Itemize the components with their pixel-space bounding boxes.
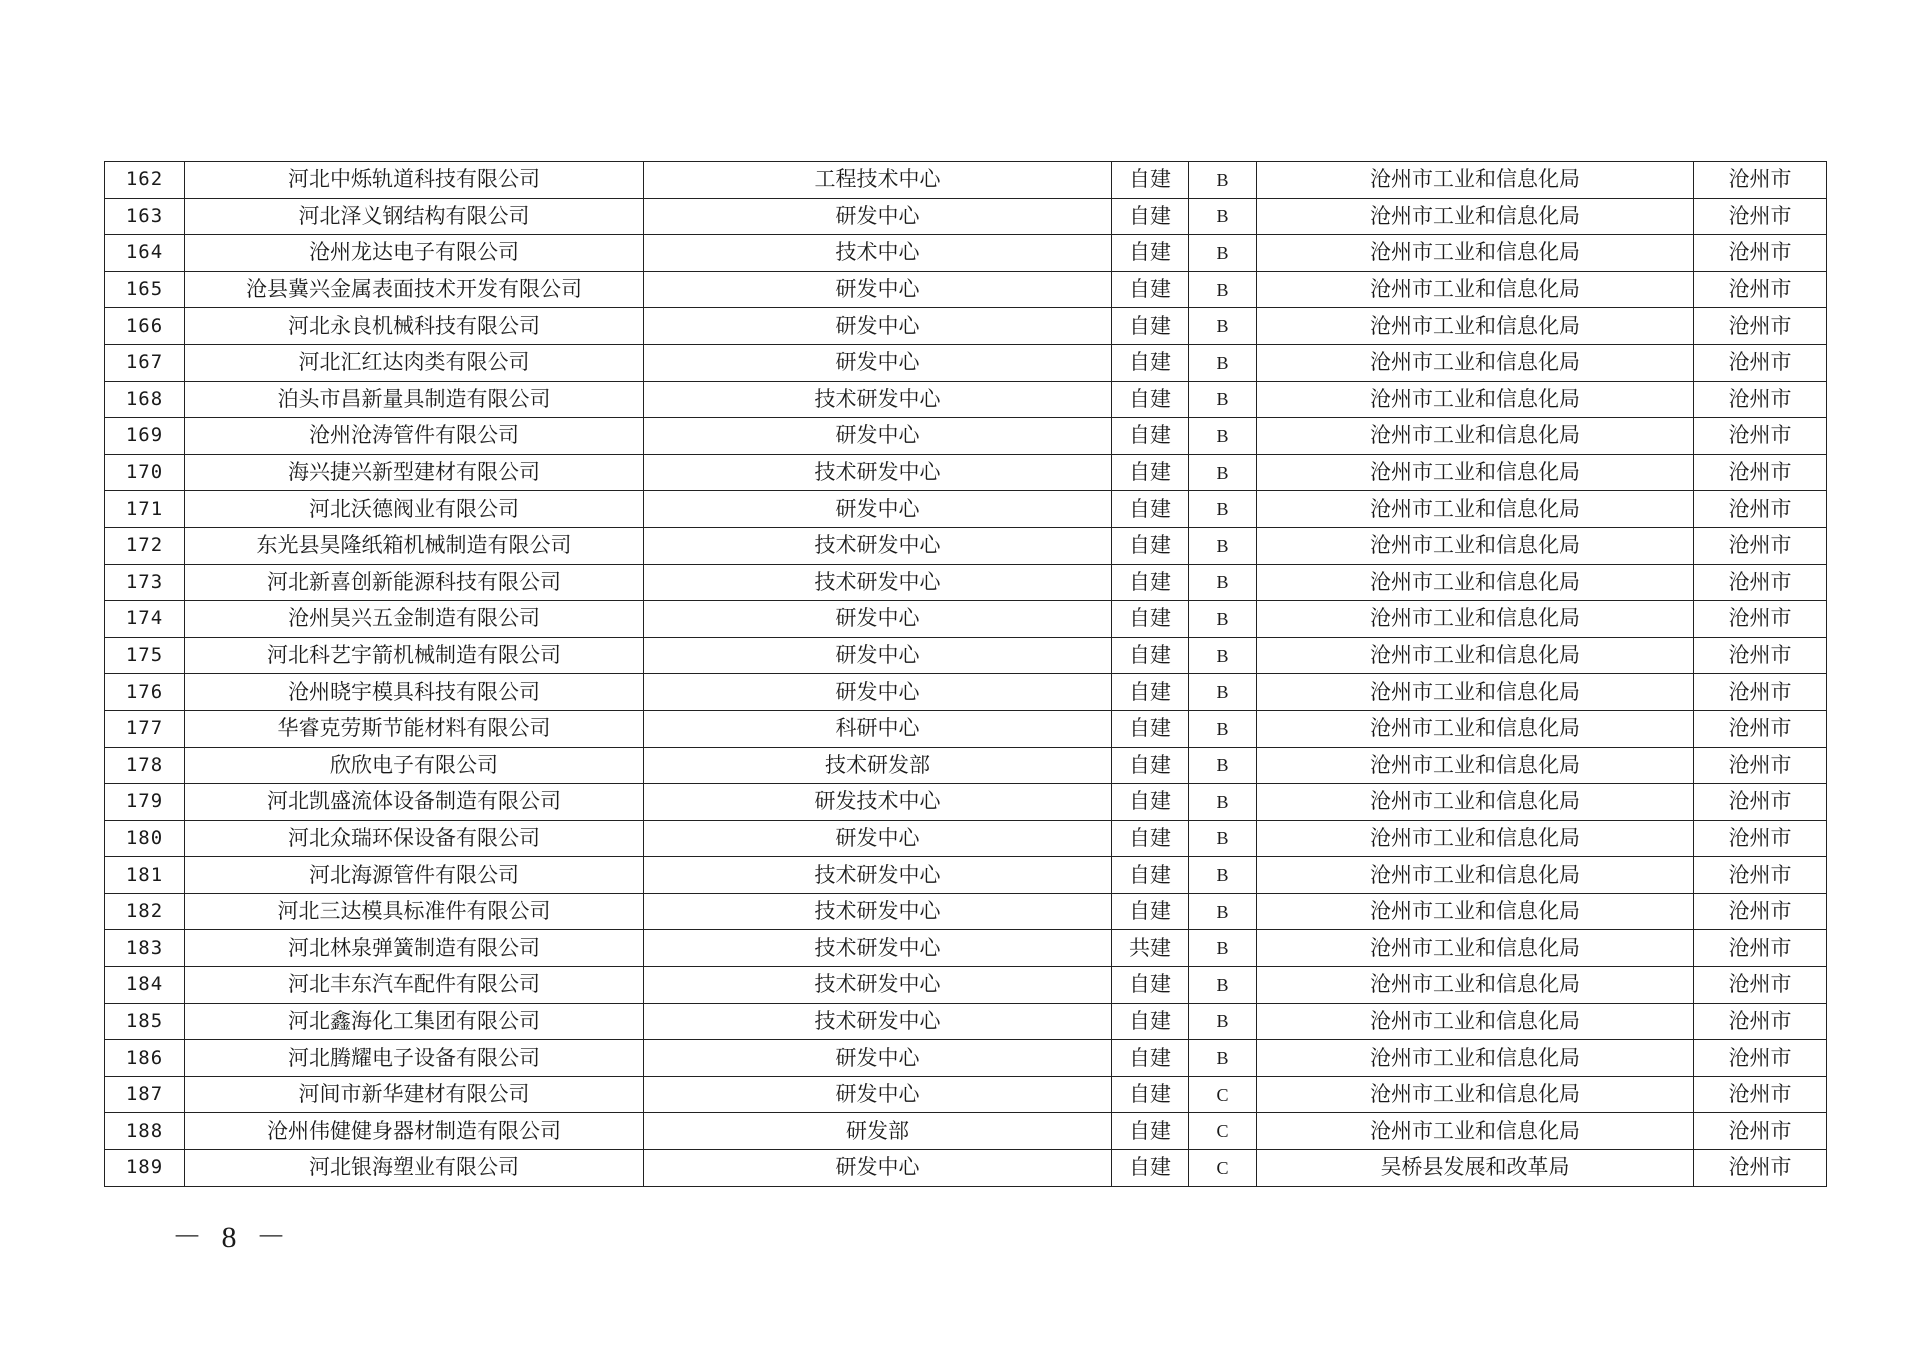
cell-recommending-dept: 沧州市工业和信息化局 [1257,162,1694,199]
cell-recommending-dept: 沧州市工业和信息化局 [1257,747,1694,784]
cell-build-mode: 自建 [1112,784,1189,821]
cell-recommending-dept: 沧州市工业和信息化局 [1257,564,1694,601]
cell-build-mode: 自建 [1112,491,1189,528]
cell-company-name: 河北三达模具标准件有限公司 [185,893,644,930]
cell-level: C [1189,1076,1257,1113]
cell-level: B [1189,1003,1257,1040]
cell-city: 沧州市 [1694,1003,1827,1040]
cell-rd-center-name: 技术研发中心 [644,527,1112,564]
cell-build-mode: 自建 [1112,527,1189,564]
cell-level: B [1189,893,1257,930]
cell-level: B [1189,674,1257,711]
cell-build-mode: 自建 [1112,1076,1189,1113]
table-row [105,198,1827,235]
cell-serial-number: 182 [105,893,185,930]
cell-rd-center-name: 科研中心 [644,710,1112,747]
cell-city: 沧州市 [1694,601,1827,638]
cell-recommending-dept: 沧州市工业和信息化局 [1257,381,1694,418]
table-row [105,344,1827,381]
table-row [105,235,1827,272]
cell-serial-number: 180 [105,820,185,857]
table-row [105,930,1827,967]
cell-serial-number: 186 [105,1040,185,1077]
cell-serial-number: 184 [105,967,185,1004]
cell-level: B [1189,747,1257,784]
cell-serial-number: 189 [105,1150,185,1187]
table-row [105,491,1827,528]
table-row [105,162,1827,199]
cell-recommending-dept: 沧州市工业和信息化局 [1257,710,1694,747]
table-row [105,381,1827,418]
cell-city: 沧州市 [1694,454,1827,491]
cell-serial-number: 162 [105,162,185,199]
cell-company-name: 河北沃德阀业有限公司 [185,491,644,528]
cell-serial-number: 177 [105,710,185,747]
table-body [105,162,1827,1187]
cell-recommending-dept: 沧州市工业和信息化局 [1257,344,1694,381]
cell-company-name: 沧州晓宇模具科技有限公司 [185,674,644,711]
cell-level: B [1189,784,1257,821]
cell-recommending-dept: 沧州市工业和信息化局 [1257,1040,1694,1077]
cell-build-mode: 共建 [1112,930,1189,967]
cell-serial-number: 168 [105,381,185,418]
cell-city: 沧州市 [1694,930,1827,967]
cell-serial-number: 175 [105,637,185,674]
cell-serial-number: 181 [105,857,185,894]
table-row [105,893,1827,930]
cell-serial-number: 173 [105,564,185,601]
cell-company-name: 河北中烁轨道科技有限公司 [185,162,644,199]
cell-company-name: 沧县冀兴金属表面技术开发有限公司 [185,271,644,308]
cell-recommending-dept: 沧州市工业和信息化局 [1257,235,1694,272]
cell-recommending-dept: 沧州市工业和信息化局 [1257,1003,1694,1040]
cell-rd-center-name: 研发中心 [644,1076,1112,1113]
cell-serial-number: 171 [105,491,185,528]
table-row [105,271,1827,308]
cell-level: B [1189,637,1257,674]
cell-recommending-dept: 沧州市工业和信息化局 [1257,527,1694,564]
cell-build-mode: 自建 [1112,1040,1189,1077]
cell-serial-number: 174 [105,601,185,638]
cell-recommending-dept: 沧州市工业和信息化局 [1257,674,1694,711]
table-row [105,637,1827,674]
cell-city: 沧州市 [1694,674,1827,711]
cell-rd-center-name: 研发中心 [644,344,1112,381]
cell-recommending-dept: 沧州市工业和信息化局 [1257,820,1694,857]
cell-build-mode: 自建 [1112,747,1189,784]
cell-serial-number: 178 [105,747,185,784]
cell-level: B [1189,930,1257,967]
cell-company-name: 河北丰东汽车配件有限公司 [185,967,644,1004]
cell-company-name: 河北泽义钢结构有限公司 [185,198,644,235]
cell-company-name: 河北科艺宇箭机械制造有限公司 [185,637,644,674]
cell-company-name: 华睿克劳斯节能材料有限公司 [185,710,644,747]
cell-company-name: 沧州沧涛管件有限公司 [185,418,644,455]
cell-company-name: 沧州昊兴五金制造有限公司 [185,601,644,638]
cell-serial-number: 167 [105,344,185,381]
cell-company-name: 东光县昊隆纸箱机械制造有限公司 [185,527,644,564]
cell-rd-center-name: 技术研发中心 [644,930,1112,967]
table-row [105,747,1827,784]
cell-serial-number: 179 [105,784,185,821]
cell-rd-center-name: 技术研发中心 [644,564,1112,601]
cell-recommending-dept: 沧州市工业和信息化局 [1257,1113,1694,1150]
cell-company-name: 泊头市昌新量具制造有限公司 [185,381,644,418]
cell-rd-center-name: 技术研发中心 [644,967,1112,1004]
cell-rd-center-name: 研发中心 [644,601,1112,638]
table-row [105,418,1827,455]
cell-serial-number: 176 [105,674,185,711]
cell-build-mode: 自建 [1112,967,1189,1004]
cell-company-name: 沧州伟健健身器材制造有限公司 [185,1113,644,1150]
cell-serial-number: 169 [105,418,185,455]
cell-build-mode: 自建 [1112,454,1189,491]
cell-recommending-dept: 沧州市工业和信息化局 [1257,271,1694,308]
cell-city: 沧州市 [1694,857,1827,894]
cell-build-mode: 自建 [1112,1113,1189,1150]
cell-city: 沧州市 [1694,1113,1827,1150]
cell-city: 沧州市 [1694,1076,1827,1113]
cell-rd-center-name: 研发中心 [644,418,1112,455]
cell-build-mode: 自建 [1112,418,1189,455]
cell-city: 沧州市 [1694,308,1827,345]
cell-build-mode: 自建 [1112,1003,1189,1040]
cell-recommending-dept: 沧州市工业和信息化局 [1257,857,1694,894]
cell-city: 沧州市 [1694,967,1827,1004]
cell-city: 沧州市 [1694,344,1827,381]
cell-level: B [1189,820,1257,857]
cell-rd-center-name: 研发部 [644,1113,1112,1150]
cell-build-mode: 自建 [1112,381,1189,418]
cell-serial-number: 185 [105,1003,185,1040]
cell-build-mode: 自建 [1112,271,1189,308]
cell-level: B [1189,527,1257,564]
cell-recommending-dept: 沧州市工业和信息化局 [1257,198,1694,235]
cell-build-mode: 自建 [1112,674,1189,711]
cell-city: 沧州市 [1694,710,1827,747]
cell-city: 沧州市 [1694,637,1827,674]
cell-rd-center-name: 研发技术中心 [644,784,1112,821]
cell-recommending-dept: 沧州市工业和信息化局 [1257,784,1694,821]
table-row [105,710,1827,747]
cell-city: 沧州市 [1694,747,1827,784]
table-row [105,857,1827,894]
cell-level: B [1189,967,1257,1004]
cell-build-mode: 自建 [1112,710,1189,747]
cell-recommending-dept: 沧州市工业和信息化局 [1257,637,1694,674]
table-row [105,564,1827,601]
table-row [105,674,1827,711]
table-row [105,1076,1827,1113]
table-row [105,308,1827,345]
cell-level: B [1189,162,1257,199]
cell-level: B [1189,454,1257,491]
cell-city: 沧州市 [1694,1150,1827,1187]
cell-level: B [1189,564,1257,601]
cell-build-mode: 自建 [1112,198,1189,235]
cell-rd-center-name: 研发中心 [644,198,1112,235]
table-row [105,454,1827,491]
cell-company-name: 欣欣电子有限公司 [185,747,644,784]
cell-rd-center-name: 研发中心 [644,1150,1112,1187]
cell-level: B [1189,198,1257,235]
cell-build-mode: 自建 [1112,857,1189,894]
cell-serial-number: 163 [105,198,185,235]
cell-build-mode: 自建 [1112,235,1189,272]
cell-level: B [1189,381,1257,418]
cell-build-mode: 自建 [1112,1150,1189,1187]
cell-city: 沧州市 [1694,418,1827,455]
cell-city: 沧州市 [1694,235,1827,272]
cell-city: 沧州市 [1694,820,1827,857]
cell-build-mode: 自建 [1112,564,1189,601]
table-row [105,527,1827,564]
cell-serial-number: 165 [105,271,185,308]
cell-build-mode: 自建 [1112,162,1189,199]
cell-level: B [1189,1040,1257,1077]
cell-company-name: 河北凯盛流体设备制造有限公司 [185,784,644,821]
cell-serial-number: 187 [105,1076,185,1113]
cell-company-name: 河北鑫海化工集团有限公司 [185,1003,644,1040]
table-row [105,1040,1827,1077]
cell-rd-center-name: 技术研发部 [644,747,1112,784]
cell-city: 沧州市 [1694,271,1827,308]
cell-level: C [1189,1150,1257,1187]
cell-serial-number: 166 [105,308,185,345]
cell-rd-center-name: 工程技术中心 [644,162,1112,199]
cell-company-name: 河北众瑞环保设备有限公司 [185,820,644,857]
cell-build-mode: 自建 [1112,820,1189,857]
cell-rd-center-name: 技术研发中心 [644,857,1112,894]
cell-recommending-dept: 沧州市工业和信息化局 [1257,454,1694,491]
cell-rd-center-name: 技术研发中心 [644,893,1112,930]
cell-company-name: 河北林泉弹簧制造有限公司 [185,930,644,967]
enterprise-rd-table [104,161,1827,1187]
cell-rd-center-name: 技术研发中心 [644,454,1112,491]
cell-city: 沧州市 [1694,564,1827,601]
cell-rd-center-name: 研发中心 [644,637,1112,674]
cell-build-mode: 自建 [1112,344,1189,381]
cell-recommending-dept: 沧州市工业和信息化局 [1257,893,1694,930]
cell-company-name: 河间市新华建材有限公司 [185,1076,644,1113]
cell-company-name: 河北新喜创新能源科技有限公司 [185,564,644,601]
cell-rd-center-name: 研发中心 [644,271,1112,308]
cell-recommending-dept: 沧州市工业和信息化局 [1257,308,1694,345]
cell-recommending-dept: 吴桥县发展和改革局 [1257,1150,1694,1187]
cell-build-mode: 自建 [1112,601,1189,638]
table-row [105,784,1827,821]
cell-city: 沧州市 [1694,893,1827,930]
cell-rd-center-name: 研发中心 [644,308,1112,345]
cell-build-mode: 自建 [1112,308,1189,345]
cell-city: 沧州市 [1694,162,1827,199]
cell-level: B [1189,344,1257,381]
cell-recommending-dept: 沧州市工业和信息化局 [1257,967,1694,1004]
cell-level: B [1189,491,1257,528]
cell-build-mode: 自建 [1112,637,1189,674]
table-row [105,1150,1827,1187]
cell-build-mode: 自建 [1112,893,1189,930]
cell-recommending-dept: 沧州市工业和信息化局 [1257,491,1694,528]
cell-recommending-dept: 沧州市工业和信息化局 [1257,1076,1694,1113]
cell-serial-number: 172 [105,527,185,564]
cell-rd-center-name: 技术研发中心 [644,1003,1112,1040]
cell-company-name: 沧州龙达电子有限公司 [185,235,644,272]
table-row [105,967,1827,1004]
page-number: － 8 － [172,1221,292,1254]
cell-company-name: 河北永良机械科技有限公司 [185,308,644,345]
cell-city: 沧州市 [1694,1040,1827,1077]
cell-recommending-dept: 沧州市工业和信息化局 [1257,601,1694,638]
cell-level: B [1189,601,1257,638]
cell-rd-center-name: 技术中心 [644,235,1112,272]
cell-city: 沧州市 [1694,381,1827,418]
cell-city: 沧州市 [1694,491,1827,528]
cell-level: B [1189,235,1257,272]
table-row [105,601,1827,638]
cell-level: B [1189,710,1257,747]
cell-serial-number: 188 [105,1113,185,1150]
cell-city: 沧州市 [1694,198,1827,235]
cell-level: B [1189,418,1257,455]
cell-company-name: 河北海源管件有限公司 [185,857,644,894]
cell-company-name: 河北汇红达肉类有限公司 [185,344,644,381]
cell-city: 沧州市 [1694,527,1827,564]
cell-company-name: 河北腾耀电子设备有限公司 [185,1040,644,1077]
cell-city: 沧州市 [1694,784,1827,821]
cell-serial-number: 183 [105,930,185,967]
table-row [105,1113,1827,1150]
table-row [105,1003,1827,1040]
cell-rd-center-name: 研发中心 [644,1040,1112,1077]
cell-serial-number: 164 [105,235,185,272]
cell-rd-center-name: 研发中心 [644,674,1112,711]
cell-rd-center-name: 技术研发中心 [644,381,1112,418]
cell-company-name: 海兴捷兴新型建材有限公司 [185,454,644,491]
cell-rd-center-name: 研发中心 [644,491,1112,528]
cell-level: C [1189,1113,1257,1150]
cell-level: B [1189,271,1257,308]
cell-level: B [1189,308,1257,345]
cell-rd-center-name: 研发中心 [644,820,1112,857]
cell-recommending-dept: 沧州市工业和信息化局 [1257,930,1694,967]
table-row [105,820,1827,857]
cell-serial-number: 170 [105,454,185,491]
cell-level: B [1189,857,1257,894]
cell-company-name: 河北银海塑业有限公司 [185,1150,644,1187]
cell-recommending-dept: 沧州市工业和信息化局 [1257,418,1694,455]
